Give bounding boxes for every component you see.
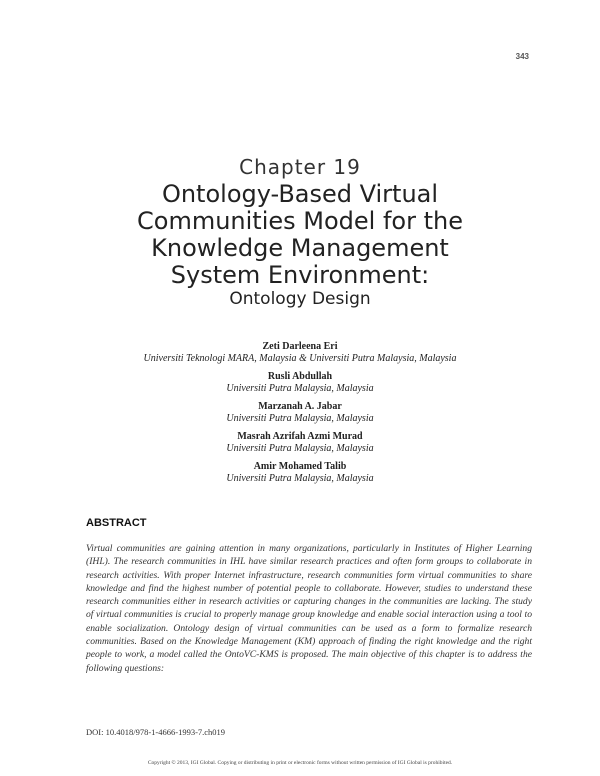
- author-affiliation: Universiti Putra Malaysia, Malaysia: [226, 383, 374, 394]
- doi: DOI: 10.4018/978-1-4666-1993-7.ch019: [86, 727, 226, 737]
- author-name: Amir Mohamed Talib: [253, 461, 347, 472]
- author-affiliation: Universiti Putra Malaysia, Malaysia: [226, 443, 374, 454]
- chapter-subtitle: Ontology Design: [229, 289, 371, 309]
- author-affiliation: Universiti Putra Malaysia, Malaysia: [226, 473, 374, 484]
- chapter-header: [0, 155, 600, 309]
- chapter-title-line: Communities Model for the: [137, 207, 463, 235]
- author-affiliation: Universiti Teknologi MARA, Malaysia & Universiti Putra Malaysia, Malaysia: [143, 353, 457, 364]
- author-name: Zeti Darleena Eri: [262, 341, 338, 352]
- author-name: Marzanah A. Jabar: [258, 401, 342, 412]
- author: [0, 401, 600, 425]
- author: [0, 461, 600, 485]
- author: [0, 341, 600, 365]
- author-name: Rusli Abdullah: [267, 371, 333, 382]
- chapter-title: [0, 181, 600, 289]
- copyright-notice: Copyright © 2013, IGI Global. Copying or distributing in print or electronic forms without written permission of IGI Global is prohibited.: [147, 760, 453, 766]
- chapter-title-line: Knowledge Management: [151, 234, 449, 262]
- abstract-heading: ABSTRACT: [86, 517, 147, 529]
- abstract-text: Virtual communities are gaining attention in many organizations, particularly in Institutes of Higher Learning (IHL). The research communities in IHL have similar research practices and often form groups to collaborate in research activities. With proper Internet infrastructure, research communities form virtual communities to share knowledge and find the highest number of potential people to collaborate. However, studies to understand these research communities either in research activities or capturing changes in the communities are lacking. The study of virtual communities is crucial to properly manage group knowledge and enable social interaction using a tool to enable socialization. Ontology design of virtual communities can be used as a form to formalize research communities. Based on the Knowledge Management (KM) approach of finding the right knowledge and the right people to work, a model called the OntoVC-KMS is proposed. The main objective of this chapter is to address the following questions:: [86, 543, 532, 674]
- chapter-title-line: System Environment:: [170, 261, 430, 289]
- author-affiliation: Universiti Putra Malaysia, Malaysia: [226, 413, 374, 424]
- author-name: Masrah Azrifah Azmi Murad: [237, 431, 363, 442]
- page-number: 343: [515, 52, 529, 61]
- chapter-label: Chapter 19: [239, 155, 361, 179]
- author: [0, 431, 600, 455]
- author-list: [0, 341, 600, 491]
- chapter-title-line: Ontology-Based Virtual: [161, 180, 439, 208]
- author: [0, 371, 600, 395]
